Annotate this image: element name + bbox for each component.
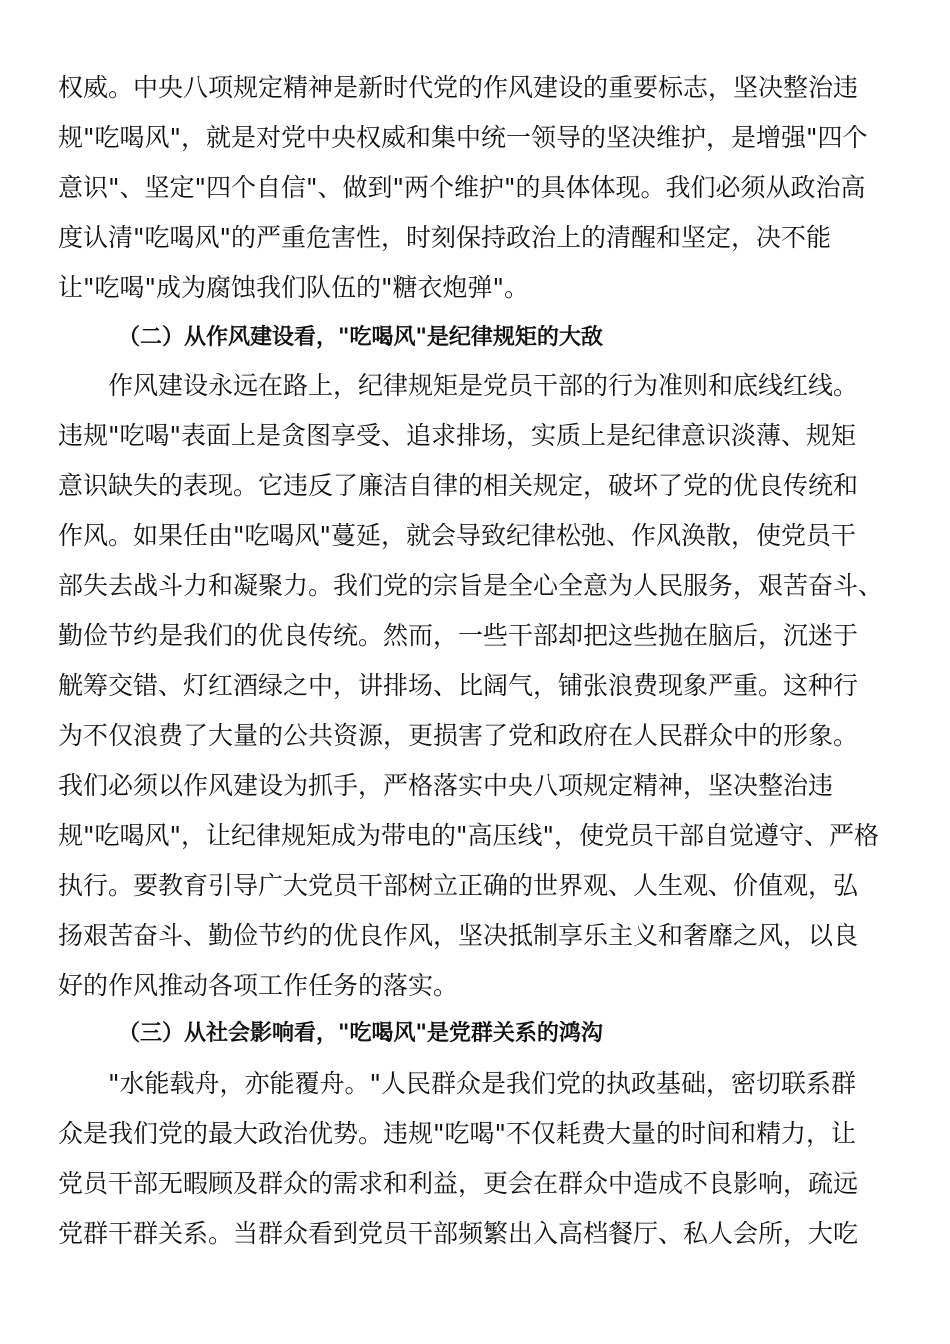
paragraph-line: 部失去战斗力和凝聚力。我们党的宗旨是全心全意为人民服务，艰苦奋斗、 xyxy=(58,571,884,600)
section-heading-2: （二）从作风建设看，"吃喝风"是纪律规矩的大敌 xyxy=(118,325,603,350)
paragraph-line: 为不仅浪费了大量的公共资源，更损害了党和政府在人民群众中的形象。 xyxy=(58,721,859,750)
paragraph-line: 好的作风推动各项工作任务的落实。 xyxy=(58,971,459,1000)
paragraph-line: 意识缺失的表现。它违反了廉洁自律的相关规定，破坏了党的优良传统和 xyxy=(58,471,859,500)
paragraph-line: 权威。中央八项规定精神是新时代党的作风建设的重要标志，坚决整治违 xyxy=(58,73,859,102)
paragraph-line: 党员干部无暇顾及群众的需求和利益，更会在群众中造成不良影响，疏远 xyxy=(58,1169,859,1198)
paragraph-line: 作风。如果任由"吃喝风"蔓延，就会导致纪律松弛、作风涣散，使党员干 xyxy=(58,521,857,550)
paragraph-line: 众是我们党的最大政治优势。违规"吃喝"不仅耗费大量的时间和精力，让 xyxy=(58,1119,857,1148)
paragraph-line: 规"吃喝风"，就是对党中央权威和集中统一领导的坚决维护，是增强"四个 xyxy=(58,123,868,152)
paragraph-line: 规"吃喝风"，让纪律规矩成为带电的"高压线"，使党员干部自觉遵守、严格 xyxy=(58,821,879,850)
paragraph-line: 勤俭节约是我们的优良传统。然而，一些干部却把这些抛在脑后，沉迷于 xyxy=(58,621,859,650)
paragraph-line: 我们必须以作风建设为抓手，严格落实中央八项规定精神，坚决整治违 xyxy=(58,771,834,800)
paragraph-line: 作风建设永远在路上，纪律规矩是党员干部的行为准则和底线红线。 xyxy=(58,371,859,400)
paragraph-line: 违规"吃喝"表面上是贪图享受、追求排场，实质上是纪律意识淡薄、规矩 xyxy=(58,421,857,450)
paragraph-line: 意识"、坚定"四个自信"、做到"两个维护"的具体体现。我们必须从政治高 xyxy=(58,173,866,202)
paragraph-line: 让"吃喝"成为腐蚀我们队伍的"糖衣炮弹"。 xyxy=(58,273,529,302)
paragraph-line: 觥筹交错、灯红酒绿之中，讲排场、比阔气，铺张浪费现象严重。这种行 xyxy=(58,671,859,700)
section-heading-3: （三）从社会影响看，"吃喝风"是党群关系的鸿沟 xyxy=(118,1021,603,1046)
paragraph-line: "水能载舟，亦能覆舟。"人民群众是我们党的执政基础，密切联系群 xyxy=(58,1069,857,1098)
paragraph-line: 党群干群关系。当群众看到党员干部频繁出入高档餐厅、私人会所，大吃 xyxy=(58,1219,859,1248)
paragraph-line: 扬艰苦奋斗、勤俭节约的优良作风，坚决抵制享乐主义和奢靡之风，以良 xyxy=(58,921,859,950)
paragraph-line: 度认清"吃喝风"的严重危害性，时刻保持政治上的清醒和坚定，决不能 xyxy=(58,223,832,252)
paragraph-line: 执行。要教育引导广大党员干部树立正确的世界观、人生观、价值观，弘 xyxy=(58,871,859,900)
